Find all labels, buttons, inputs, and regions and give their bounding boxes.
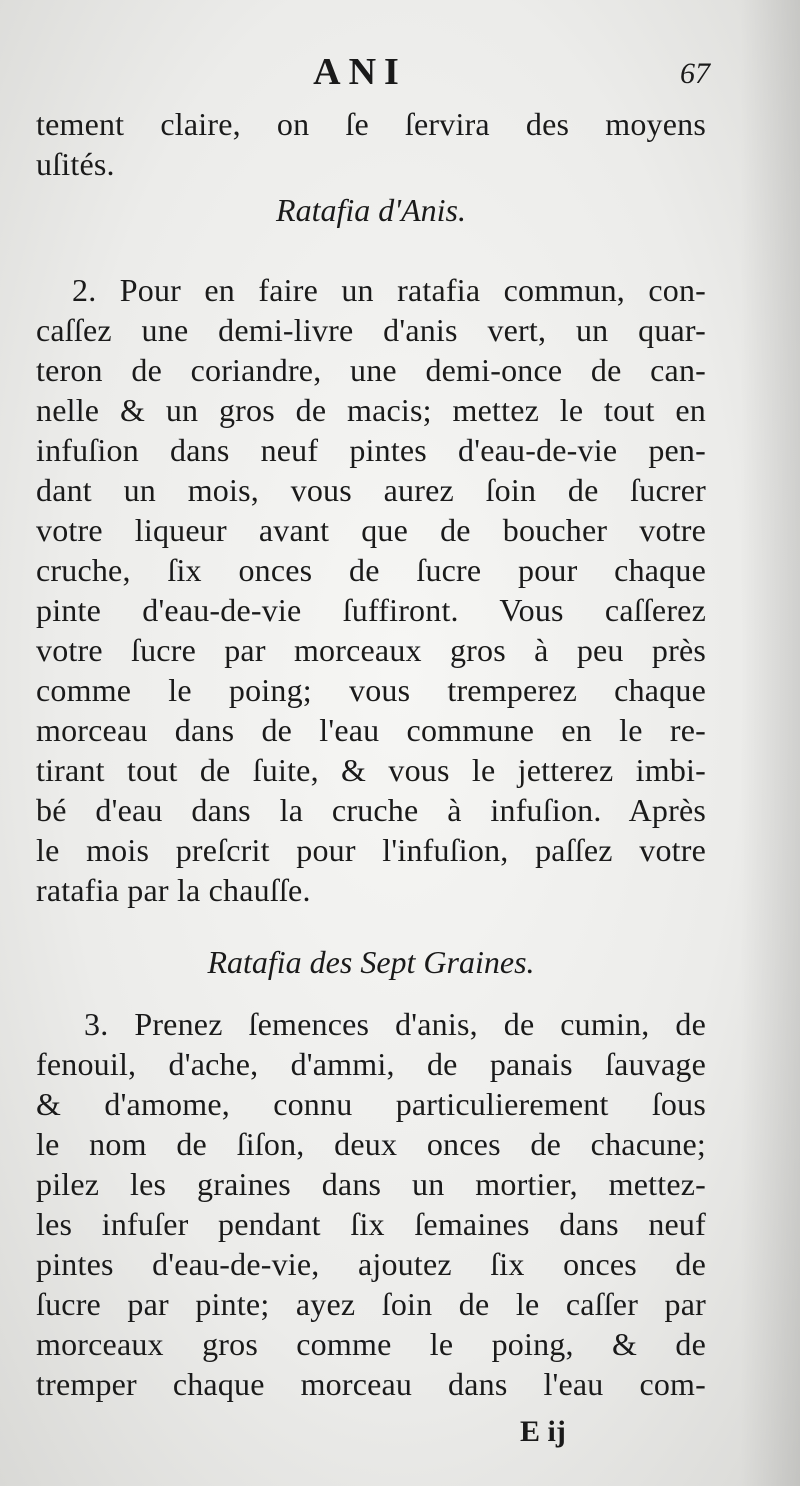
text-line: pintes d'eau-de-vie, ajoutez ſix onces de <box>36 1246 706 1282</box>
text-line: bé d'eau dans la cruche à infuſion. Après <box>36 792 706 828</box>
text-line: tement claire, on ſe ſervira des moyens <box>36 106 706 142</box>
text-line: tremper chaque morceau dans l'eau com- <box>36 1366 706 1402</box>
signature-mark: E ij <box>520 1415 566 1448</box>
text-line: le nom de ſiſon, deux onces de chacune; <box>36 1126 706 1162</box>
text-line: votre liqueur avant que de boucher votre <box>36 512 706 548</box>
text-line: dant un mois, vous aurez ſoin de ſucrer <box>36 472 706 508</box>
text-line: ratafia par la chauſſe. <box>36 872 311 908</box>
section-heading-sept-graines: Ratafia des Sept Graines. <box>207 944 535 980</box>
section-heading-anis: Ratafia d'Anis. <box>276 192 466 228</box>
text-line: pinte d'eau-de-vie ſuffiront. Vous caſſerez <box>36 592 706 628</box>
text-line: morceau dans de l'eau commune en le re- <box>36 712 706 748</box>
text-line: le mois preſcrit pour l'infuſion, paſſez votre <box>36 832 706 868</box>
text-line: votre ſucre par morceaux gros à peu près <box>36 632 706 668</box>
text-line: 2. Pour en faire un ratafia commun, con- <box>72 272 706 308</box>
text-line: & d'amome, connu particulierement ſous <box>36 1086 706 1122</box>
text-line: tirant tout de ſuite, & vous le jetterez imbi- <box>36 752 706 788</box>
text-line: infuſion dans neuf pintes d'eau-de-vie pen- <box>36 432 706 468</box>
text-line: comme le poing; vous tremperez chaque <box>36 672 706 708</box>
text-line: morceaux gros comme le poing, & de <box>36 1326 706 1362</box>
text-line: teron de coriandre, une demi-once de can- <box>36 352 706 388</box>
text-line: cruche, ſix onces de ſucre pour chaque <box>36 552 706 588</box>
page-number: 67 <box>680 57 710 90</box>
text-line: pilez les graines dans un mortier, mettez- <box>36 1166 706 1202</box>
text-line: uſités. <box>36 146 115 182</box>
text-line: les infuſer pendant ſix ſemaines dans neuf <box>36 1206 706 1242</box>
text-line: ſucre par pinte; ayez ſoin de le caſſer par <box>36 1286 706 1322</box>
page-edge-shadow <box>740 0 800 1486</box>
text-line: caſſez une demi-livre d'anis vert, un quar- <box>36 312 706 348</box>
text-line: fenouil, d'ache, d'ammi, de panais ſauvage <box>36 1046 706 1082</box>
running-head: ANI <box>313 51 407 93</box>
text-line: 3. Prenez ſemences d'anis, de cumin, de <box>84 1006 706 1042</box>
text-line: nelle & un gros de macis; mettez le tout en <box>36 392 706 428</box>
